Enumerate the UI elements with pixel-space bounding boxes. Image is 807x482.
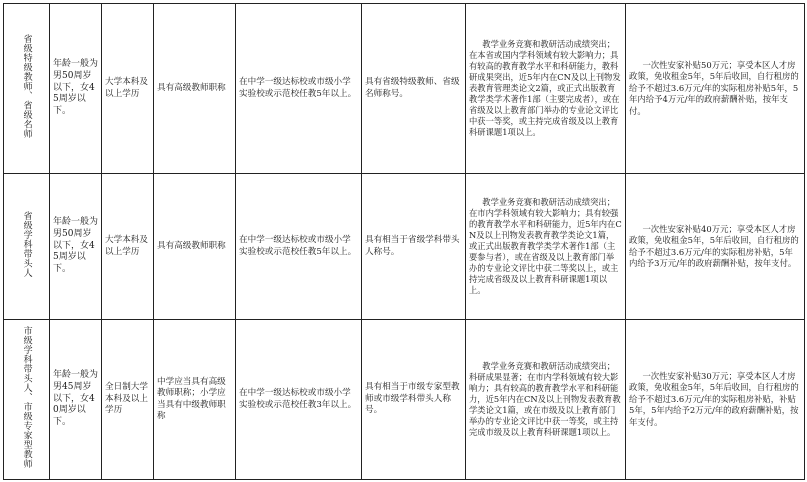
school-cell: 在中学一级达标校或市级小学实验校或示范校任教3年以上。 (236, 320, 362, 480)
category-cell (4, 320, 50, 480)
education-cell: 全日制大学本科及以上学历 (102, 320, 154, 480)
table-row (4, 174, 805, 320)
education-cell: 大学本科及以上学历 (102, 4, 154, 174)
benefits-cell (626, 4, 805, 174)
requirements-text: 教学业务竞赛和教研活动成绩突出；在本省或国内学科领域有较大影响力；具有较高的教育教学水平和科研能力，教科研成果突出，近5年内在CN及以上刊物发表教育管理类论文2篇，或正式出版教育教学类学术著作1部（主要完成者），或在省级及以上教育部门举办的专业论文评比中获一等奖，或主持完成省级及以上教育科研课题1项以上。 (469, 38, 621, 138)
category-cell (4, 4, 50, 174)
requirements-cell (466, 4, 626, 174)
benefits-cell (626, 320, 805, 480)
benefits-cell (626, 174, 805, 320)
age-cell: 年龄一般为男45周岁以下，女40周岁以下。 (50, 320, 102, 480)
category-label: 省级特级教师、省级名师 (21, 34, 32, 139)
education-cell: 大学本科及以上学历 (102, 174, 154, 320)
category-cell (4, 174, 50, 320)
benefits-text: 一次性安家补贴40万元；享受本区人才房政策，免收租金5年，5年后收回，自行租房的给予不超过3.6万元/年的实际租房补贴，5年内给予3万元/年的政府薪酬补贴，按年支付。 (629, 223, 799, 268)
table-row (4, 4, 805, 174)
table-row (4, 320, 805, 480)
title-cell: 中学应当具有高级教师职称；小学应当具有中级教师职称 (154, 320, 236, 480)
title-cell: 具有高级教师职称 (154, 174, 236, 320)
school-cell: 在中学一级达标校或市级小学实验校或示范校任教5年以上。 (236, 4, 362, 174)
requirements-text: 教学业务竞赛和教研活动成绩突出；科研成果显著；在市内学科领域有较大影响力；具有较高的教育教学水平和科研能力，近5年内在CN及以上刊物发表教育教学类论文1篇，或在市级及以上教育部门举办的专业论文评比中获一等奖，或主持完成市级及以上教育科研课题1项以上。 (469, 360, 621, 438)
honor-cell: 具有省级特级教师、省级名师称号。 (362, 4, 466, 174)
age-cell: 年龄一般为男50周岁以下，女45周岁以下。 (50, 174, 102, 320)
age-cell: 年龄一般为男50周岁以下，女45周岁以下。 (50, 4, 102, 174)
benefits-text: 一次性安家补贴50万元；享受本区人才房政策，免收租金5年，5年后收回，自行租房的给予不超过3.6万元/年的实际租房补贴5年，5年内给予4万元/年的政府薪酬补贴，按年支付。 (629, 59, 799, 116)
requirements-cell (466, 174, 626, 320)
benefits-text: 一次性安家补贴30万元；享受本区人才房政策，免收租金5年，5年后收回，自行租房的给予不超过3.6万元/年的实际租房补贴，补贴5年，5年内给予2万元/年的政府薪酬补贴，按年支付。 (629, 370, 799, 427)
title-cell: 具有高级教师职称 (154, 4, 236, 174)
category-label: 省级学科带头人 (21, 211, 32, 278)
honor-cell: 具有相当于省级学科带头人称号。 (362, 174, 466, 320)
requirements-cell (466, 320, 626, 480)
school-cell: 在中学一级达标校或市级小学实验校或示范校任教5年以上。 (236, 174, 362, 320)
requirements-text: 教学业务竞赛和教研活动成绩突出；在市内学科领域有较大影响力；具有较强的教育教学水平和科研能力，近5年内在CN及以上刊物发表教育教学类论文1篇，或正式出版教育教学类学术著作1部（主要参与者），或在省级及以上教育部门举办的专业论文评比中获二等奖以上，或主持完成省级及以上教育科研课题1项以上。 (469, 196, 622, 296)
category-label: 市级学科带头人、市级专家型教师 (21, 326, 32, 469)
honor-cell: 具有相当于市级专家型教师或市级学科带头人称号。 (362, 320, 466, 480)
talent-policy-table (3, 3, 805, 480)
